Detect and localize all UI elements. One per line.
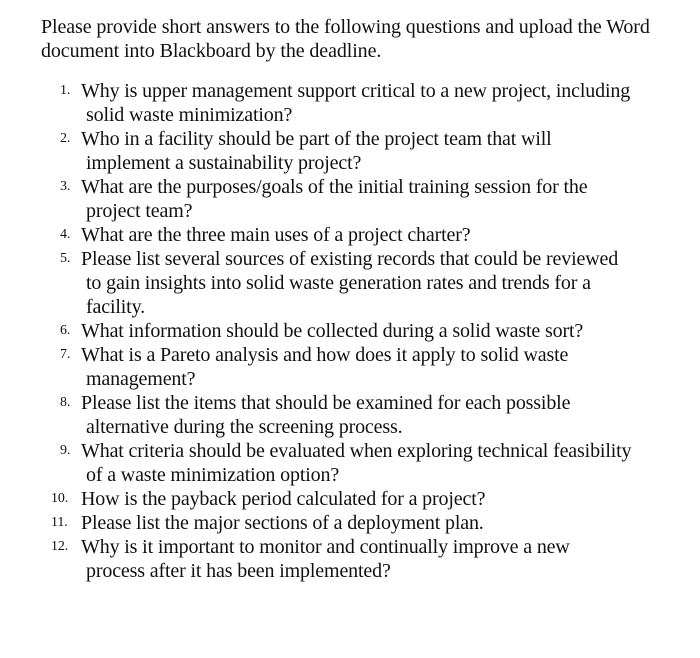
question-number: 9. [60,443,71,458]
question-number: 6. [60,323,71,338]
question-item [60,175,681,223]
question-text: What are the three main uses of a project charter? [81,224,471,246]
question-text: What criteria should be evaluated when exploring technical feasibility [81,440,632,462]
question-item [51,511,681,535]
question-text-continued: alternative during the screening process. [86,416,403,438]
question-item [60,319,681,343]
question-item [60,439,681,487]
question-item [60,343,681,391]
question-item [60,223,681,247]
question-text-continued: of a waste minimization option? [86,464,340,486]
question-text-continued: to gain insights into solid waste generation rates and trends for a [86,272,591,294]
question-text: Please list the items that should be examined for each possible [81,392,571,414]
question-number: 1. [60,83,71,98]
question-text: How is the payback period calculated for a project? [81,488,486,510]
question-item [60,247,681,319]
question-text-continued: implement a sustainability project? [86,152,362,174]
question-number: 12. [51,539,69,554]
question-number: 4. [60,227,71,242]
question-item [60,79,681,127]
question-item [51,535,681,583]
question-text: Please list the major sections of a deployment plan. [81,512,484,534]
question-text-continued: management? [86,368,196,390]
question-item [51,487,681,511]
question-number: 5. [60,251,71,266]
question-item [60,391,681,439]
question-text-continued: solid waste minimization? [86,104,293,126]
question-number: 2. [60,131,71,146]
question-number: 11. [51,515,68,530]
document [41,15,681,583]
question-number: 8. [60,395,71,410]
question-text: What are the purposes/goals of the initial training session for the [81,176,588,198]
question-text: What is a Pareto analysis and how does it apply to solid waste [81,344,569,366]
question-text-continued: project team? [86,200,193,222]
question-text-continued: process after it has been implemented? [86,560,391,582]
question-text: Please list several sources of existing records that could be reviewed [81,248,619,270]
question-text: Why is it important to monitor and continually improve a new [81,536,570,558]
instructions-paragraph: Please provide short answers to the following questions and upload the Word document into Blackboard by the deadline. [41,16,650,62]
question-number: 3. [60,179,71,194]
question-text-continued: facility. [86,296,145,318]
question-text: Why is upper management support critical to a new project, including [81,80,631,102]
question-number: 7. [60,347,71,362]
question-item [60,127,681,175]
question-number: 10. [51,491,69,506]
question-text: What information should be collected during a solid waste sort? [81,320,584,342]
question-text: Who in a facility should be part of the project team that will [81,128,552,150]
question-list [41,79,681,583]
